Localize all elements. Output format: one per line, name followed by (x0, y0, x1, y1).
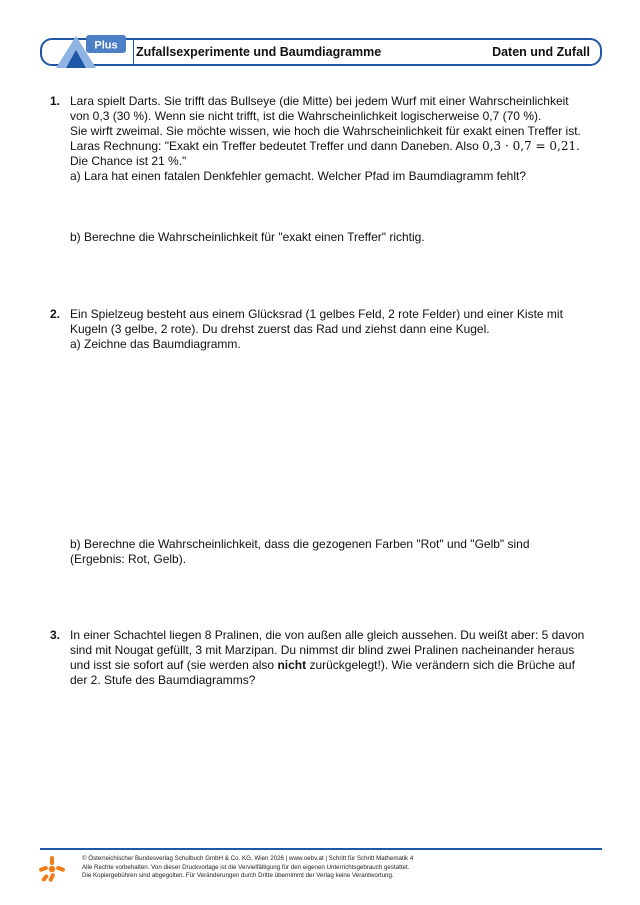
footer-line: © Österreichischer Bundesverlag Schulbuch GmbH & Co. KG, Wien 2026 | www.oebv.at | Schritt für Schritt Mathematik 4 (82, 855, 414, 862)
text-line: der 2. Stufe des Baumdiagramms? (70, 673, 256, 687)
subtask-a: a) Lara hat einen fatalen Denkfehler gemacht. Welcher Pfad im Baumdiagramm fehlt? (70, 169, 527, 183)
task-text (70, 94, 610, 184)
text-line: (Ergebnis: Rot, Gelb). (70, 552, 187, 566)
calculation-line (70, 139, 610, 154)
text-line: Ein Spielzeug besteht aus einem Glücksrad (1 gelbes Feld, 2 rote Felder) und einer Kiste mit (70, 307, 563, 321)
text-segment: zurückgelegt!). Wie verändern sich die Brüche auf (306, 658, 575, 672)
subtask-b (70, 230, 610, 245)
topic-label: Daten und Zufall (492, 45, 590, 59)
header-divider (133, 40, 134, 64)
task-text (70, 307, 610, 352)
task-number: 1. (50, 94, 61, 108)
publisher-logo-icon (38, 855, 66, 883)
subtask-a: a) Zeichne das Baumdiagramm. (70, 337, 241, 351)
calc-text: Laras Rechnung: "Exakt ein Treffer bedeutet Treffer und dann Daneben. Also (70, 139, 483, 153)
text-line: b) Berechne die Wahrscheinlichkeit für "exakt einen Treffer" richtig. (70, 230, 425, 244)
text-line: Lara spielt Darts. Sie trifft das Bullseye (die Mitte) bei jedem Wurf mit einer Wahrscheinlichkeit (70, 94, 569, 108)
text-line: In einer Schachtel liegen 8 Pralinen, die von außen alle gleich aussehen. Du weißt aber: 5 davon (70, 628, 585, 642)
task-text (70, 628, 610, 688)
emphasis-text: nicht (277, 658, 307, 672)
task-number: 3. (50, 628, 61, 642)
subtask-b (70, 537, 610, 567)
footer-divider (40, 848, 602, 850)
calc-formula: 0,3 · 0,7 = 0,21. (482, 139, 580, 153)
task-number: 2. (50, 307, 61, 321)
text-line: b) Berechne die Wahrscheinlichkeit, dass die gezogenen Farben "Rot" und "Gelb" sind (70, 537, 530, 551)
text-line: sind mit Nougat gefüllt, 3 mit Marzipan. Du nimmst dir blind zwei Pralinen nacheinander heraus (70, 643, 575, 657)
text-line: Kugeln (3 gelbe, 2 rote). Du drehst zuerst das Rad und ziehst dann eine Kugel. (70, 322, 490, 336)
footer-line: Die Kopiergebühren sind abgegolten. Für Veränderungen durch Dritte übernimmt der Verlag keine Verantwortung. (82, 872, 394, 880)
page-title: Zufallsexperimente und Baumdiagramme (136, 45, 382, 59)
text-line (70, 658, 610, 673)
text-line: Sie wirft zweimal. Sie möchte wissen, wie hoch die Wahrscheinlichkeit für exakt einen Treffer ist. (70, 124, 581, 138)
text-segment: und isst sie sofort auf (sie werden also (70, 658, 278, 672)
logo-text: Plus (94, 39, 118, 52)
footer-line: Alle Rechte vorbehalten. Von dieser Druckvorlage ist die Vervielfältigung für den eigenen Unterrichtsgebrauch gestattet. (82, 863, 410, 871)
text-line: Die Chance ist 21 %." (70, 154, 187, 168)
footer-copyright (82, 855, 413, 881)
text-line: von 0,3 (30 %). Wenn sie nicht trifft, ist die Wahrscheinlichkeit logischerweise 0,7 (70 %). (70, 109, 542, 123)
plus-logo (52, 32, 132, 72)
